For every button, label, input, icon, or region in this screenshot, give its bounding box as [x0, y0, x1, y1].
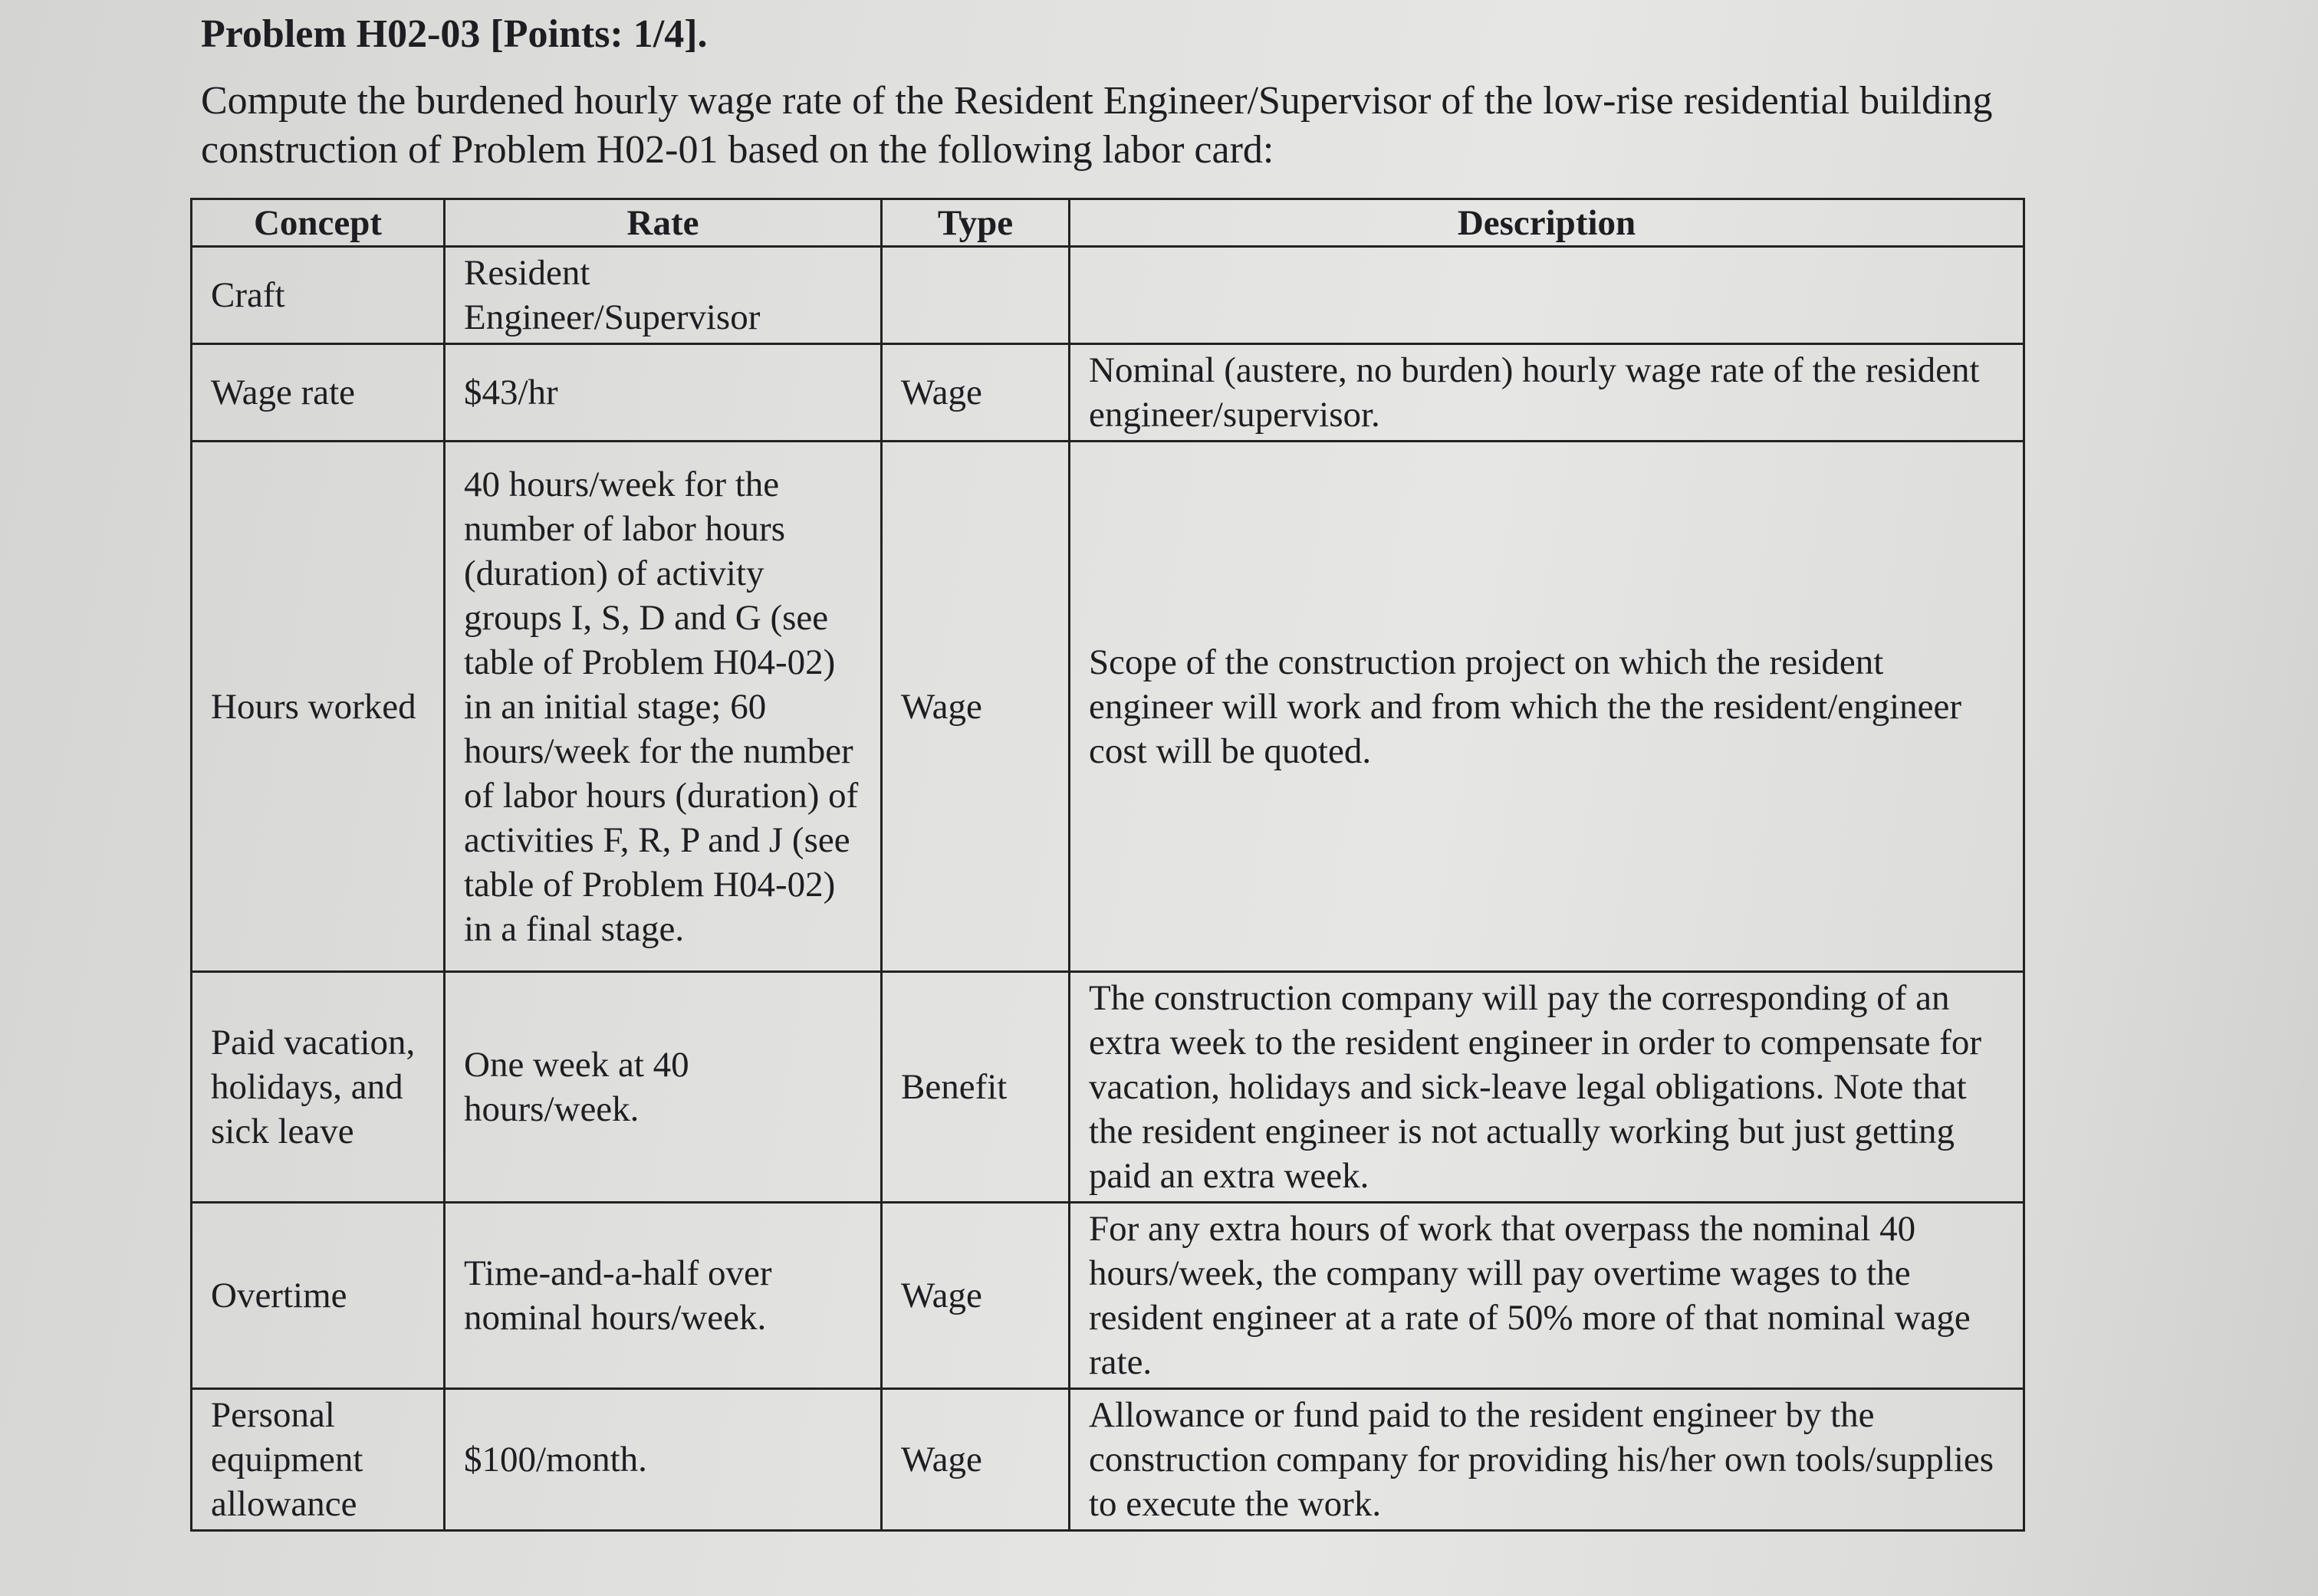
header-concept: Concept [192, 199, 445, 247]
table-row-hours-worked [192, 442, 2024, 972]
cell-type: Wage [882, 344, 1070, 442]
table-row-overtime [192, 1203, 2024, 1389]
cell-type: Wage [882, 1389, 1070, 1531]
cell-rate: 40 hours/week for the number of labor hours (duration) of activity groups I, S, D and G (see table of Problem H04-02) in an initial stage; 60 hours/week for the number of labor hours (duration) of activities F, R, P and J (see table of Problem H04-02) in a final stage. [445, 442, 882, 972]
cell-concept: Craft [192, 247, 445, 344]
table-row-personal-equipment [192, 1389, 2024, 1531]
problem-statement: Compute the burdened hourly wage rate of the Resident Engineer/Supervisor of the low-rise residential building construction of Problem H02-01 based on the following labor card: [201, 79, 1993, 172]
cell-description: For any extra hours of work that overpass the nominal 40 hours/week, the company will pay overtime wages to the resident engineer at a rate of 50% more of that nominal wage rate. [1070, 1203, 2024, 1389]
cell-rate: $100/month. [445, 1389, 882, 1531]
cell-concept: Hours worked [192, 442, 445, 972]
cell-type [882, 247, 1070, 344]
cell-type: Benefit [882, 972, 1070, 1203]
problem-heading: Problem H02-03 [Points: 1/4]. [201, 12, 708, 56]
cell-description: Allowance or fund paid to the resident engineer by the construction company for providing his/her own tools/supplies to execute the work. [1070, 1389, 2024, 1531]
cell-type: Wage [882, 1203, 1070, 1389]
cell-rate: Resident Engineer/Supervisor [445, 247, 882, 344]
cell-description: The construction company will pay the corresponding of an extra week to the resident engineer in order to compensate for vacation, holidays and sick-leave legal obligations. Note that the resident engineer is not actually working but just getting paid an extra week. [1070, 972, 2024, 1203]
table-row-paid-leave [192, 972, 2024, 1203]
header-rate: Rate [445, 199, 882, 247]
cell-description [1070, 247, 2024, 344]
cell-concept: Overtime [192, 1203, 445, 1389]
cell-rate: Time-and-a-half over nominal hours/week. [445, 1203, 882, 1389]
cell-description: Nominal (austere, no burden) hourly wage rate of the resident engineer/supervisor. [1070, 344, 2024, 442]
cell-concept: Wage rate [192, 344, 445, 442]
cell-rate: One week at 40 hours/week. [445, 972, 882, 1203]
header-description: Description [1070, 199, 2024, 247]
cell-type: Wage [882, 442, 1070, 972]
header-type: Type [882, 199, 1070, 247]
table-row-wage-rate [192, 344, 2024, 442]
cell-concept: Personal equipment allowance [192, 1389, 445, 1531]
labor-card-table [190, 198, 2025, 1532]
cell-concept: Paid vacation, holidays, and sick leave [192, 972, 445, 1203]
cell-rate: $43/hr [445, 344, 882, 442]
table-row-craft [192, 247, 2024, 344]
cell-description: Scope of the construction project on which the resident engineer will work and from which the the resident/engineer cost will be quoted. [1070, 442, 2024, 972]
table-header-row [192, 199, 2024, 247]
